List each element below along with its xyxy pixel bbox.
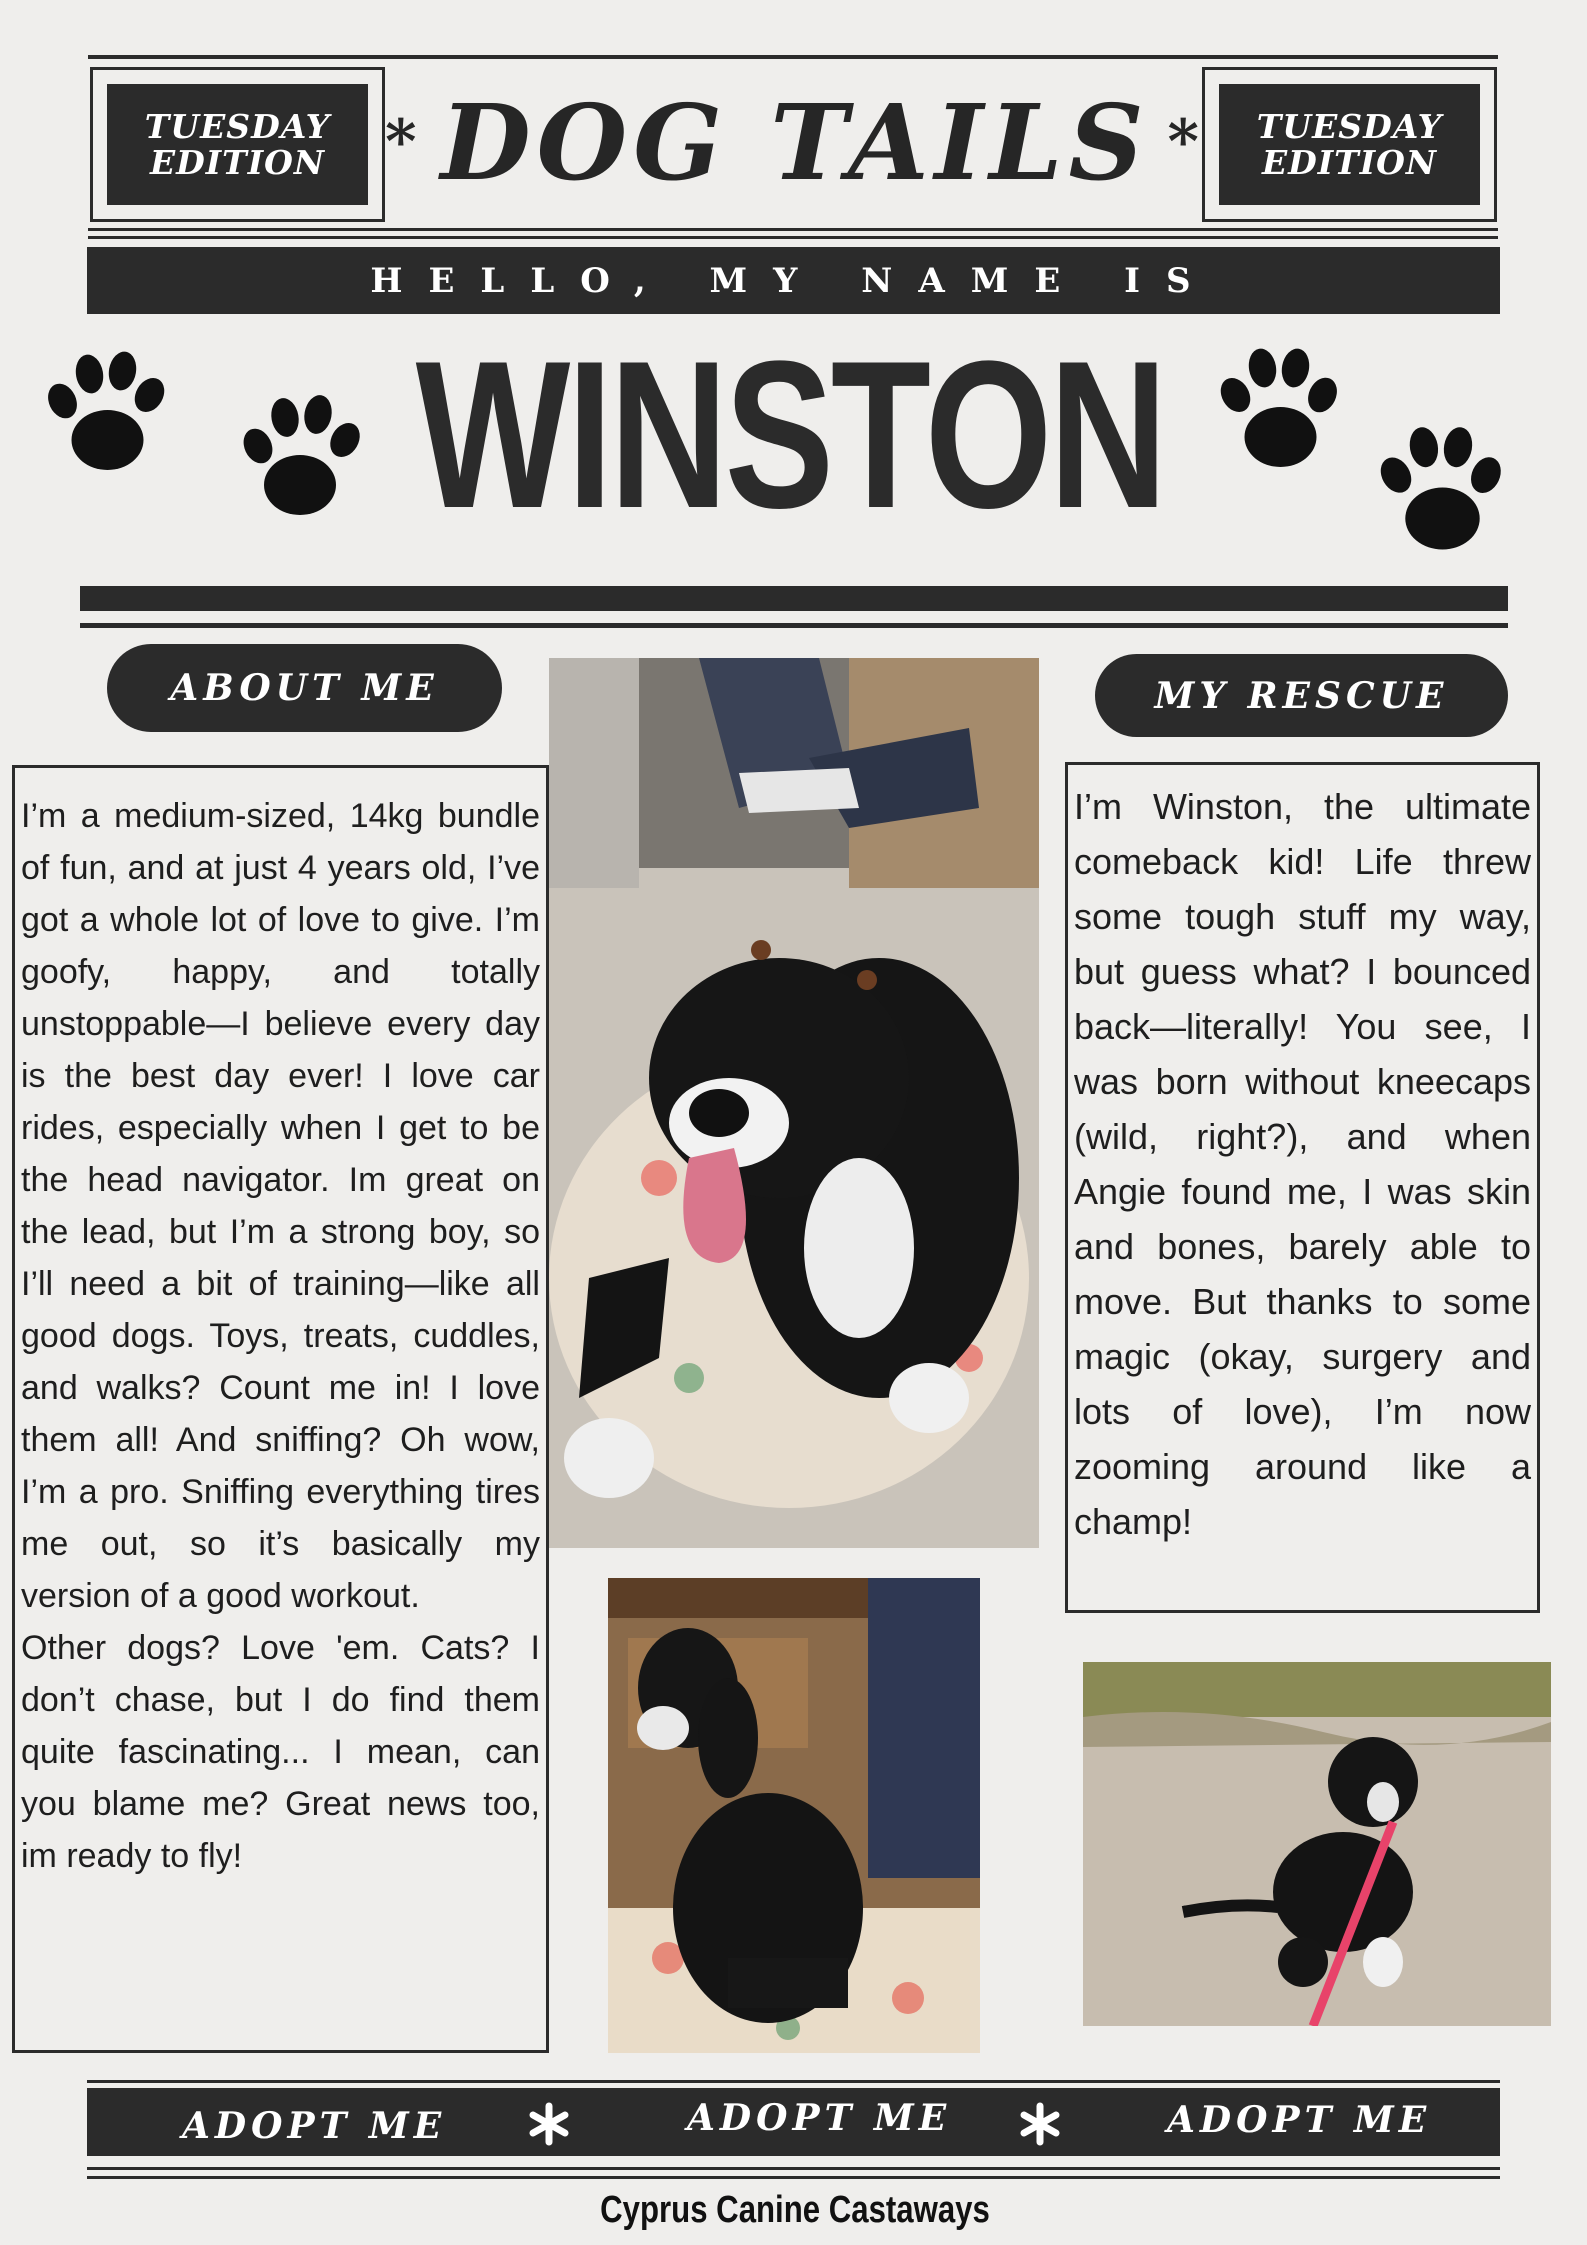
winston-photo-outdoors-leash [1083,1662,1551,2026]
masthead-title-text: DOG TAILS [440,80,1150,204]
about-me-paragraph-1: I’m a medium-sized, 14kg bundle of fun, and at just 4 years old, I’ve got a whole lot of love to give. I’m goofy, happy, and totally unstoppable—I believe every day is the best day ever! I love car rides, especially when I get to be the head navigator. Im great on the lead, but I’m a strong boy, so I’ll need a bit of training—like all good dogs. Toys, treats, cuddles, and walks? Count me in! I love them all! And sniffing? Oh wow, I’m a pro. Sniffing everything tires me out, so it’s basically my version of a good workout. [21,797,540,1615]
paw-print-icon-right-1 [1188,335,1373,485]
adopt-rule-bottom-2 [87,2176,1500,2179]
edition-box-left [90,67,385,222]
edition-left-line2: EDITION [149,142,326,182]
dog-name-heading: WINSTON [415,317,1165,552]
adopt-me-label-2: ADOPT ME [687,2097,952,2139]
masthead-star-left: * [385,107,423,177]
winston-photo-sitting-graphic [608,1578,980,2053]
asterisk-icon-1 [527,2102,571,2146]
asterisk-icon-2 [1018,2102,1062,2146]
hello-text: HELLO, MY NAME IS [370,260,1217,301]
paw-print-icon-left-2 [210,380,390,530]
edition-right-line2: EDITION [1261,142,1438,182]
adopt-rule-top [87,2080,1500,2083]
adopt-me-banner [87,2088,1500,2156]
winston-photo-lying-on-cushion [549,658,1039,1548]
my-rescue-paragraph: I’m Winston, the ultimate comeback kid! Life threw some tough stuff my way, but guess what? I bounced back—literally! You see, I was born without kneecaps (wild, right?), and when Angie found me, I was skin and bones, barely able to move. But thanks to some magic (okay, surgery and lots of love), I’m now zooming around like a champ! [1074,786,1531,1542]
organization-name: Cyprus Canine Castaways [600,2188,990,2231]
adopt-rule-bottom-1 [87,2167,1500,2170]
paw-print-icon-left-1 [12,338,197,488]
adopt-me-label-1: ADOPT ME [182,2105,447,2147]
my-rescue-heading-text: MY RESCUE [1154,674,1449,717]
adopt-me-label-3: ADOPT ME [1167,2099,1432,2141]
edition-left-line1: TUESDAY [144,106,331,146]
about-me-textbox [12,765,549,2053]
hello-banner [87,247,1500,314]
masthead-title [385,72,1205,212]
masthead-star-right: * [1167,107,1205,177]
edition-box-right [1202,67,1497,222]
about-me-paragraph-2: Other dogs? Love 'em. Cats? I don’t chase, but I do find them quite fascinating... I mean, can you blame me? Great news too, im ready to fly! [21,1629,540,1875]
my-rescue-textbox [1065,762,1540,1613]
winston-photo-main-graphic [549,658,1039,1548]
winston-photo-sitting-indoors [608,1578,980,2053]
name-rule-thick [80,586,1508,611]
name-rule-thin [80,623,1508,628]
top-rule-1 [88,55,1498,59]
winston-photo-outdoors-graphic [1083,1662,1551,2026]
paw-print-icon-right-2 [1350,410,1535,565]
masthead-rule-bottom-2 [88,236,1498,239]
masthead-rule-bottom-1 [88,228,1498,231]
about-me-heading [107,644,502,732]
my-rescue-heading [1095,654,1508,737]
about-me-heading-text: ABOUT ME [170,667,439,709]
edition-right-line1: TUESDAY [1256,106,1443,146]
